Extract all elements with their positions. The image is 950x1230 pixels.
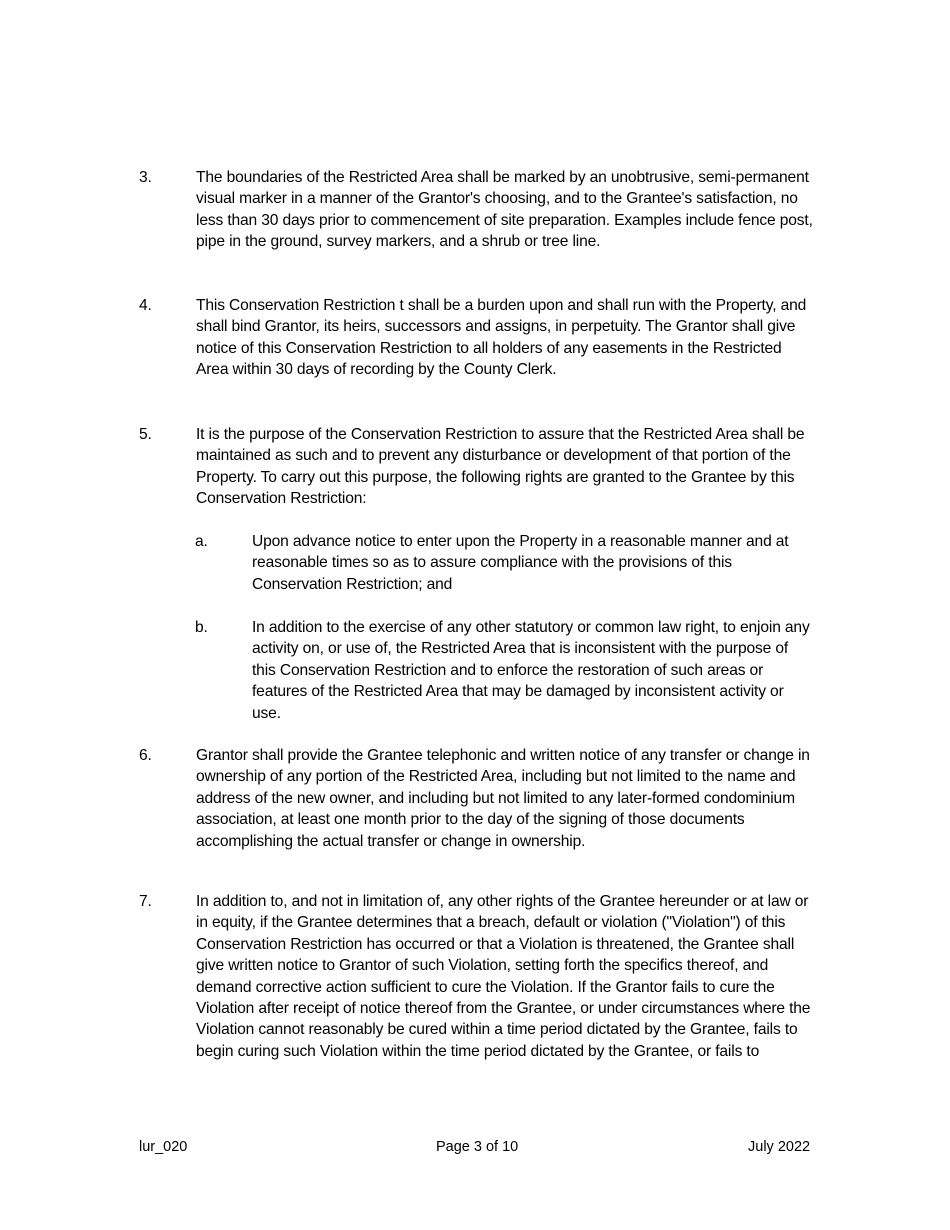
- paragraph-number: 3.: [139, 169, 152, 186]
- paragraph-number: 6.: [139, 747, 152, 764]
- paragraph-5: [139, 424, 814, 510]
- paragraph-text: Grantor shall provide the Grantee telephonic and written notice of any transfer or change in ownership of any portion of the Restricted Area, including but not limited to the name and address of the new owner, and including but not limited to any later-formed condominium association, at least one month prior to the day of the signing of those documents accomplishing the actual transfer or change in ownership.: [196, 747, 810, 850]
- paragraph-7: [139, 891, 814, 1062]
- footer-page-number: Page 3 of 10: [436, 1139, 519, 1155]
- paragraph-number: 7.: [139, 893, 152, 910]
- subitem-letter: b.: [195, 619, 208, 636]
- subitem-a: [195, 531, 810, 595]
- paragraph-6: [139, 745, 814, 852]
- paragraph-number: 5.: [139, 426, 152, 443]
- paragraph-4: [139, 295, 814, 381]
- subitem-letter: a.: [195, 533, 208, 550]
- paragraph-text: The boundaries of the Restricted Area shall be marked by an unobtrusive, semi-permanent visual marker in a manner of the Grantor's choosing, and to the Grantee's satisfaction, no less than 30 days prior to commencement of site preparation. Examples include fence post, pipe in the ground, survey markers, and a shrub or tree line.: [196, 169, 813, 251]
- footer-date: July 2022: [748, 1139, 811, 1155]
- subitem-text: Upon advance notice to enter upon the Property in a reasonable manner and at reasonable times so as to assure compliance with the provisions of this Conservation Restriction; and: [252, 533, 789, 593]
- subitem-text: In addition to the exercise of any other statutory or common law right, to enjoin any activity on, or use of, the Restricted Area that is inconsistent with the purpose of this Conservation Restriction and to enforce the restoration of such areas or features of the Restricted Area that may be damaged by inconsistent activity or use.: [252, 619, 810, 722]
- paragraph-number: 4.: [139, 297, 152, 314]
- paragraph-text: This Conservation Restriction t shall be a burden upon and shall run with the Property, and shall bind Grantor, its heirs, successors and assigns, in perpetuity. The Grantor shall give notice of this Conservation Restriction to all holders of any easements in the Restricted Area within 30 days of recording by the County Clerk.: [196, 297, 807, 379]
- subitem-b: [195, 617, 810, 724]
- paragraph-text: In addition to, and not in limitation of, any other rights of the Grantee hereunder or at law or in equity, if the Grantee determines that a breach, default or violation ("Violation") of this Conservation Restriction has occurred or that a Violation is threatened, the Grantee shall give written notice to Grantor of such Violation, setting forth the specifics thereof, and demand corrective action sufficient to cure the Violation. If the Grantor fails to cure the Violation after receipt of notice thereof from the Grantee, or under circumstances where the Violation cannot reasonably be cured within a time period dictated by the Grantee, fails to begin curing such Violation within the time period dictated by the Grantee, or fails to: [196, 893, 811, 1060]
- paragraph-3: [139, 167, 814, 253]
- paragraph-text: It is the purpose of the Conservation Restriction to assure that the Restricted Area shall be maintained as such and to prevent any disturbance or development of that portion of the Property. To carry out this purpose, the following rights are granted to the Grantee by this Conservation Restriction:: [196, 426, 805, 508]
- footer-document-id: lur_020: [139, 1139, 188, 1155]
